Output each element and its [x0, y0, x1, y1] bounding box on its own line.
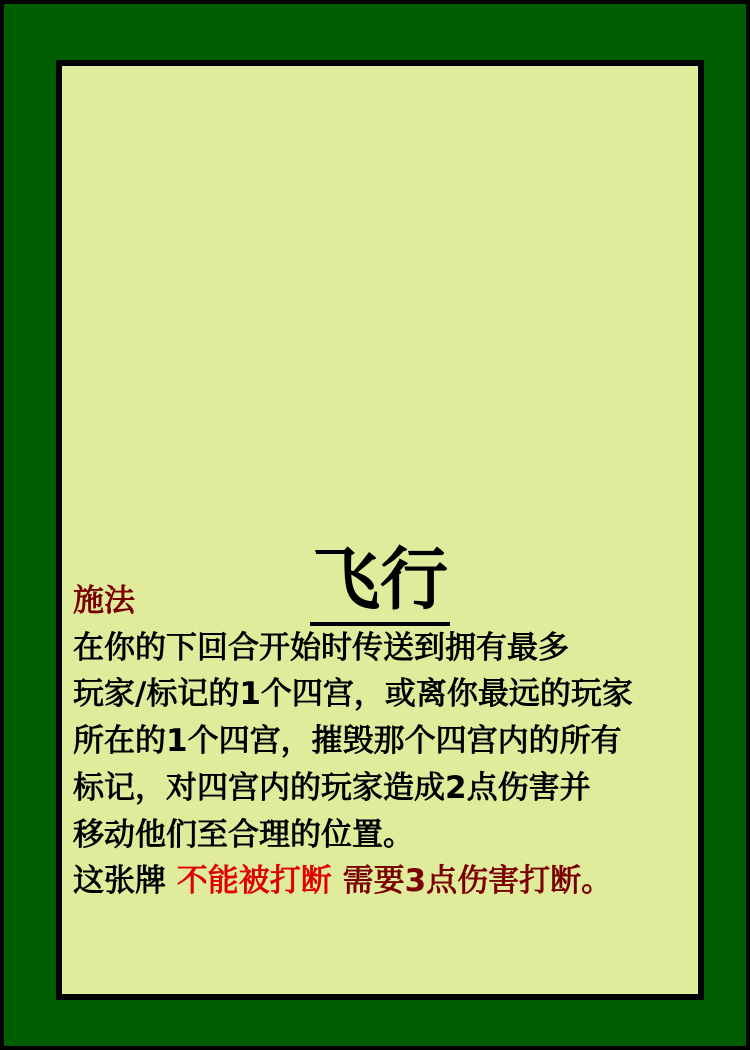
card-face[interactable]	[56, 60, 704, 1000]
interrupt-requirement: 需要3点伤害打断。	[342, 863, 613, 900]
card-text-line: 在你的下回合开始时传送到拥有最多	[73, 629, 569, 666]
interrupt-line	[73, 858, 699, 905]
card-text-line: 移动他们至合理的位置。	[73, 816, 414, 853]
card-text-line: 玩家/标记的1个四宫，或离你最远的玩家	[73, 676, 633, 713]
card-text-line: 标记，对四宫内的玩家造成2点伤害并	[73, 769, 591, 806]
card-text-line: 所在的1个四宫，摧毁那个四宫内的所有	[73, 723, 622, 760]
interrupt-prefix: 这张牌	[73, 863, 166, 900]
card-title: 飞行	[311, 541, 448, 620]
card-text	[73, 578, 699, 905]
uninterruptible-keyword: 不能被打断	[176, 863, 332, 900]
card-type: 施法	[73, 583, 135, 619]
